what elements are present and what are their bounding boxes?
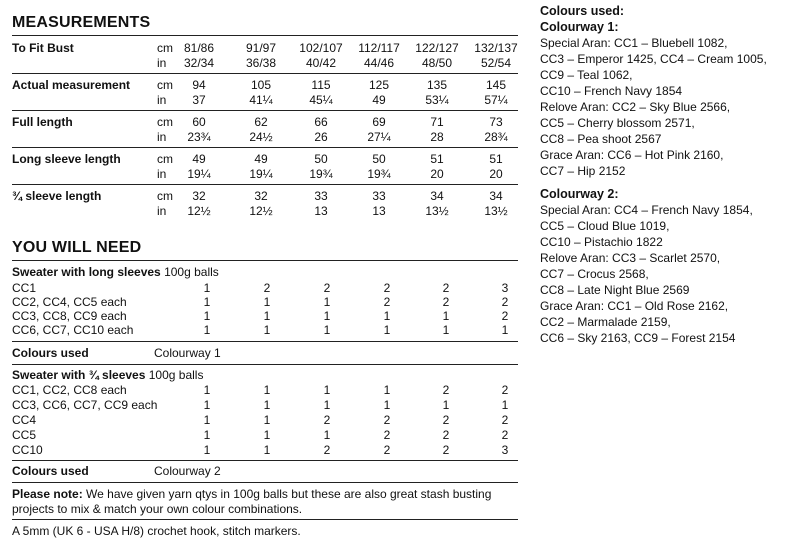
cell-value: 19¼ <box>249 167 273 181</box>
colourway-2-heading: Colourway 2: <box>540 187 619 201</box>
cell-value: 2 <box>501 413 509 427</box>
cell-value: 45¼ <box>309 93 333 107</box>
cell-value: 135 <box>426 78 448 92</box>
cell-value: 2 <box>501 309 509 323</box>
list-item: Special Aran: CC4 – French Navy 1854, <box>540 203 753 217</box>
cell-value: 33 <box>314 189 328 203</box>
cell-value: 34 <box>489 189 503 203</box>
cell-value: 40/42 <box>305 56 337 70</box>
row-label: CC1 <box>12 281 37 295</box>
cell-value: 34 <box>430 189 444 203</box>
cell-value: 1 <box>203 323 211 337</box>
cell-value: 1 <box>203 309 211 323</box>
cell-value: 1 <box>203 295 211 309</box>
list-item: CC9 – Teal 1062, <box>540 68 633 82</box>
cell-value: 112/117 <box>358 41 400 55</box>
cell-value: 2 <box>323 281 331 295</box>
cell-value: 2 <box>383 443 391 457</box>
cell-value: 2 <box>323 413 331 427</box>
table-row <box>12 93 518 108</box>
table-row <box>12 204 518 219</box>
divider <box>12 341 518 342</box>
row-label: CC1, CC2, CC8 each <box>12 383 127 397</box>
section-title: Sweater with long sleeves <box>12 265 161 279</box>
divider <box>12 460 518 461</box>
table-row <box>12 443 518 458</box>
list-item: CC5 – Cloud Blue 1019, <box>540 219 670 233</box>
cell-value: 125 <box>368 78 390 92</box>
table-row <box>12 398 518 413</box>
list-item: CC7 – Crocus 2568, <box>540 267 649 281</box>
cell-value: 1 <box>263 295 271 309</box>
table-row <box>12 56 518 71</box>
row-label: CC4 <box>12 413 37 427</box>
list-item: Relove Aran: CC2 – Sky Blue 2566, <box>540 100 731 114</box>
colours-used-label: Colours used <box>12 464 89 478</box>
row-label: CC3, CC8, CC9 each <box>12 309 127 323</box>
table-row <box>12 428 518 443</box>
cell-value: 13 <box>314 204 328 218</box>
cell-value: 1 <box>383 309 391 323</box>
unit-label: cm <box>157 115 173 129</box>
cell-value: 1 <box>323 383 331 397</box>
cell-value: 2 <box>442 281 450 295</box>
cell-value: 102/107 <box>299 41 343 55</box>
divider <box>12 35 518 36</box>
cell-value: 49 <box>372 93 386 107</box>
list-item: CC8 – Late Night Blue 2569 <box>540 283 690 297</box>
cell-value: 20 <box>430 167 444 181</box>
table-row <box>12 323 518 338</box>
cell-value: 122/127 <box>415 41 459 55</box>
cell-value: 1 <box>501 323 509 337</box>
cell-value: 105 <box>250 78 272 92</box>
cell-value: 2 <box>501 383 509 397</box>
unit-label: in <box>157 130 167 144</box>
divider <box>12 519 518 520</box>
cell-value: 1 <box>203 281 211 295</box>
cell-value: 50 <box>372 152 386 166</box>
list-item: Relove Aran: CC3 – Scarlet 2570, <box>540 251 721 265</box>
row-label: CC2, CC4, CC5 each <box>12 295 127 309</box>
cell-value: 32 <box>254 189 268 203</box>
cell-value: 13½ <box>425 204 449 218</box>
cell-value: 2 <box>323 443 331 457</box>
table-row <box>12 189 518 204</box>
cell-value: 81/86 <box>183 41 215 55</box>
row-label: CC3, CC6, CC7, CC9 each <box>12 398 158 412</box>
row-label: Actual measurement <box>12 78 131 92</box>
cell-value: 44/46 <box>363 56 395 70</box>
cell-value: 1 <box>263 309 271 323</box>
row-label: CC10 <box>12 443 43 457</box>
cell-value: 49 <box>254 152 268 166</box>
unit-label: in <box>157 167 167 181</box>
cell-value: 1 <box>323 295 331 309</box>
table-row <box>12 295 518 310</box>
cell-value: 1 <box>501 398 509 412</box>
cell-value: 1 <box>203 443 211 457</box>
unit-label: cm <box>157 152 173 166</box>
cell-value: 1 <box>263 428 271 442</box>
colourway-value: Colourway 1 <box>154 346 221 360</box>
cell-value: 2 <box>383 428 391 442</box>
row-label: CC6, CC7, CC10 each <box>12 323 134 337</box>
table-row <box>12 115 518 130</box>
cell-value: 1 <box>263 398 271 412</box>
please-note <box>12 487 518 502</box>
cell-value: 73 <box>489 115 503 129</box>
cell-value: 19¼ <box>187 167 211 181</box>
table-row <box>12 130 518 145</box>
list-item: CC10 – French Navy 1854 <box>540 84 683 98</box>
divider <box>12 364 518 365</box>
row-label: CC5 <box>12 428 37 442</box>
cell-value: 57¼ <box>484 93 508 107</box>
cell-value: 27¼ <box>367 130 391 144</box>
row-label: Full length <box>12 115 73 129</box>
divider <box>12 147 518 148</box>
list-item: CC7 – Hip 2152 <box>540 164 626 178</box>
unit-label: cm <box>157 189 173 203</box>
cell-value: 1 <box>442 398 450 412</box>
list-item: CC8 – Pea shoot 2567 <box>540 132 662 146</box>
table-row <box>12 309 518 324</box>
cell-value: 50 <box>314 152 328 166</box>
cell-value: 12½ <box>249 204 273 218</box>
cell-value: 23¾ <box>187 130 211 144</box>
cell-value: 33 <box>372 189 386 203</box>
cell-value: 36/38 <box>245 56 277 70</box>
cell-value: 26 <box>314 130 328 144</box>
cell-value: 2 <box>442 443 450 457</box>
cell-value: 12½ <box>187 204 211 218</box>
cell-value: 2 <box>442 295 450 309</box>
you-will-need-heading: YOU WILL NEED <box>12 239 142 256</box>
unit-label: in <box>157 93 167 107</box>
cell-value: 1 <box>323 309 331 323</box>
section-heading <box>12 265 518 280</box>
divider <box>12 73 518 74</box>
cell-value: 32 <box>192 189 206 203</box>
cell-value: 48/50 <box>421 56 453 70</box>
cell-value: 1 <box>383 398 391 412</box>
table-row <box>12 383 518 398</box>
cell-value: 1 <box>263 383 271 397</box>
cell-value: 49 <box>192 152 206 166</box>
cell-value: 94 <box>192 78 206 92</box>
cell-value: 1 <box>263 413 271 427</box>
cell-value: 28¾ <box>484 130 508 144</box>
cell-value: 2 <box>442 383 450 397</box>
table-row <box>12 41 518 56</box>
cell-value: 32/34 <box>183 56 215 70</box>
section-unit: 100g balls <box>160 265 219 279</box>
divider <box>12 184 518 185</box>
cell-value: 3 <box>501 443 509 457</box>
cell-value: 2 <box>501 295 509 309</box>
list-item: Grace Aran: CC1 – Old Rose 2162, <box>540 299 729 313</box>
cell-value: 69 <box>372 115 386 129</box>
row-label: To Fit Bust <box>12 41 74 55</box>
cell-value: 51 <box>489 152 503 166</box>
cell-value: 1 <box>203 428 211 442</box>
unit-label: in <box>157 204 167 218</box>
list-item: Special Aran: CC1 – Bluebell 1082, <box>540 36 728 50</box>
cell-value: 1 <box>263 443 271 457</box>
cell-value: 1 <box>323 398 331 412</box>
table-row <box>12 413 518 428</box>
section-title: Sweater with ¾ sleeves <box>12 368 146 382</box>
table-row <box>12 281 518 296</box>
cell-value: 53¼ <box>425 93 449 107</box>
colours-used-heading: Colours used: <box>540 4 625 18</box>
list-item: CC2 – Marmalade 2159, <box>540 315 671 329</box>
cell-value: 52/54 <box>480 56 512 70</box>
cell-value: 1 <box>442 323 450 337</box>
cell-value: 41¼ <box>249 93 273 107</box>
cell-value: 1 <box>203 413 211 427</box>
cell-value: 66 <box>314 115 328 129</box>
cell-value: 19¾ <box>309 167 333 181</box>
cell-value: 91/97 <box>245 41 277 55</box>
cell-value: 1 <box>323 323 331 337</box>
colours-used-row <box>12 346 518 361</box>
cell-value: 1 <box>442 309 450 323</box>
note-text: We have given yarn qtys in 100g balls but these are also great stash busting <box>82 487 492 501</box>
colours-used-row <box>12 464 518 479</box>
cell-value: 1 <box>263 323 271 337</box>
list-item: CC5 – Cherry blossom 2571, <box>540 116 695 130</box>
cell-value: 132/137 <box>474 41 518 55</box>
cell-value: 3 <box>501 281 509 295</box>
list-item: CC3 – Emperor 1425, CC4 – Cream 1005, <box>540 52 767 66</box>
table-row <box>12 78 518 93</box>
unit-label: cm <box>157 78 173 92</box>
divider <box>12 110 518 111</box>
cell-value: 2 <box>442 428 450 442</box>
cell-value: 28 <box>430 130 444 144</box>
section-unit: 100g balls <box>145 368 204 382</box>
colourway-1-heading: Colourway 1: <box>540 20 619 34</box>
cell-value: 13 <box>372 204 386 218</box>
list-item: CC10 – Pistachio 1822 <box>540 235 663 249</box>
cell-value: 2 <box>383 295 391 309</box>
hook-requirement: A 5mm (UK 6 - USA H/8) crochet hook, stitch markers. <box>12 524 301 538</box>
row-label: ¾ sleeve length <box>12 189 102 203</box>
cell-value: 24½ <box>249 130 273 144</box>
section-heading <box>12 368 518 383</box>
unit-label: cm <box>157 41 173 55</box>
cell-value: 2 <box>442 413 450 427</box>
measurements-heading: MEASUREMENTS <box>12 14 151 31</box>
cell-value: 1 <box>203 398 211 412</box>
note-label: Please note: <box>12 487 83 501</box>
divider <box>12 482 518 483</box>
list-item: CC6 – Sky 2163, CC9 – Forest 2154 <box>540 331 736 345</box>
divider <box>12 260 518 261</box>
table-row <box>12 152 518 167</box>
cell-value: 51 <box>430 152 444 166</box>
cell-value: 1 <box>203 383 211 397</box>
cell-value: 20 <box>489 167 503 181</box>
cell-value: 13½ <box>484 204 508 218</box>
cell-value: 2 <box>501 428 509 442</box>
table-row <box>12 167 518 182</box>
cell-value: 2 <box>383 281 391 295</box>
cell-value: 145 <box>485 78 507 92</box>
cell-value: 71 <box>430 115 444 129</box>
unit-label: in <box>157 56 167 70</box>
cell-value: 19¾ <box>367 167 391 181</box>
cell-value: 1 <box>383 323 391 337</box>
cell-value: 62 <box>254 115 268 129</box>
row-label: Long sleeve length <box>12 152 121 166</box>
colours-used-label: Colours used <box>12 346 89 360</box>
cell-value: 115 <box>311 78 331 92</box>
cell-value: 2 <box>383 413 391 427</box>
cell-value: 37 <box>192 93 206 107</box>
cell-value: 2 <box>263 281 271 295</box>
list-item: Grace Aran: CC6 – Hot Pink 2160, <box>540 148 724 162</box>
cell-value: 60 <box>192 115 206 129</box>
colourway-value: Colourway 2 <box>154 464 221 478</box>
cell-value: 1 <box>323 428 331 442</box>
please-note-continued: projects to mix & match your own colour combinations. <box>12 502 303 516</box>
cell-value: 1 <box>383 383 391 397</box>
